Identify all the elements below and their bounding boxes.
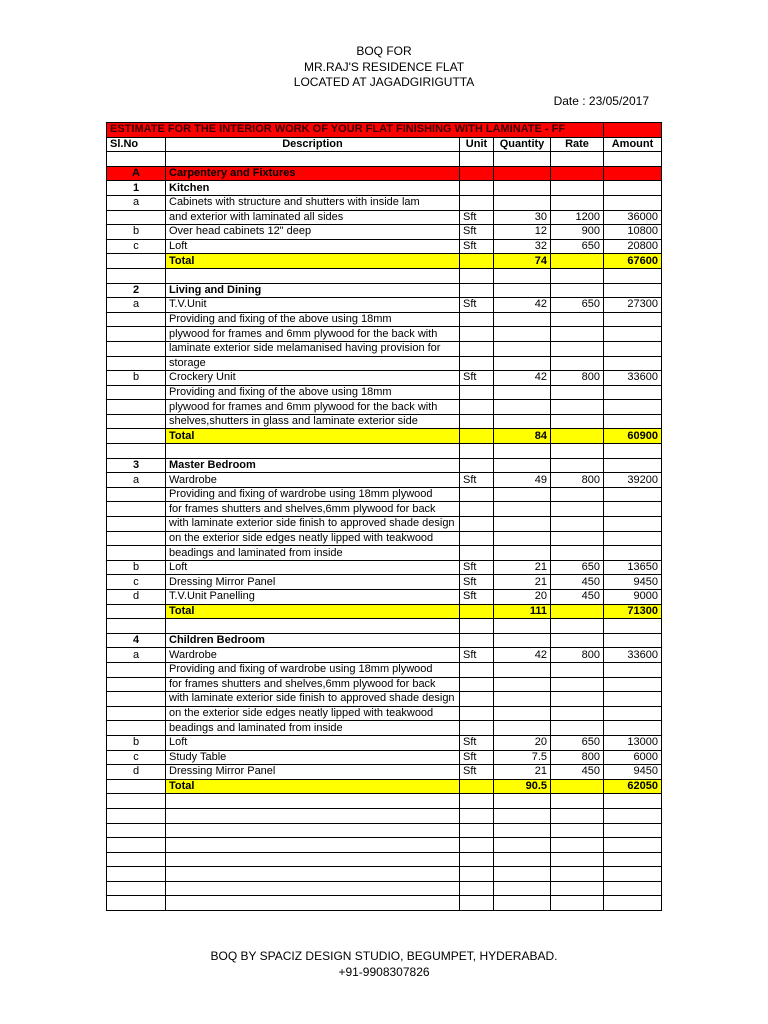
- table-row: [107, 867, 662, 882]
- table-row: c Study Table Sft 7.5 800 6000: [107, 750, 662, 765]
- table-row: a Wardrobe Sft 42 800 33600: [107, 648, 662, 663]
- table-row: [107, 619, 662, 634]
- table-row: [107, 444, 662, 459]
- header-location: LOCATED AT JAGADGIRIGUTTA: [293, 75, 475, 89]
- section-title: Carpentery and Fixtures: [166, 166, 460, 181]
- document-footer: [0, 949, 768, 980]
- group-row-living: 2 Living and Dining: [107, 283, 662, 298]
- table-row: storage: [107, 356, 662, 371]
- estimate-banner-text: ESTIMATE FOR THE INTERIOR WORK OF YOUR FLAT FINISHING WITH LAMINATE - FF: [107, 123, 604, 138]
- group-title: Master Bedroom: [166, 458, 460, 473]
- col-description: Description: [166, 137, 460, 152]
- boq-table: [106, 122, 662, 911]
- table-row: plywood for frames and 6mm plywood for the back with: [107, 327, 662, 342]
- table-row: Providing and fixing of wardrobe using 18mm plywood: [107, 487, 662, 502]
- table-row: c Loft Sft 32 650 20800: [107, 239, 662, 254]
- table-row: on the exterior side edges neatly lipped with teakwood: [107, 706, 662, 721]
- group-title: Living and Dining: [166, 283, 460, 298]
- table-row: b Crockery Unit Sft 42 800 33600: [107, 371, 662, 386]
- total-row: Total 84 60900: [107, 429, 662, 444]
- table-row: d T.V.Unit Panelling Sft 20 450 9000: [107, 590, 662, 605]
- footer-phone: +91-9908307826: [338, 964, 430, 979]
- group-title: Kitchen: [166, 181, 460, 196]
- table-row: a Cabinets with structure and shutters with inside lam: [107, 195, 662, 210]
- table-row: beadings and laminated from inside: [107, 721, 662, 736]
- table-row: c Dressing Mirror Panel Sft 21 450 9450: [107, 575, 662, 590]
- table-row: for frames shutters and shelves,6mm plywood for back: [107, 677, 662, 692]
- section-row: [107, 166, 662, 181]
- table-row: a Wardrobe Sft 49 800 39200: [107, 473, 662, 488]
- table-row: plywood for frames and 6mm plywood for the back with: [107, 400, 662, 415]
- table-row: [107, 896, 662, 911]
- table-row: with laminate exterior side finish to approved shade design: [107, 692, 662, 707]
- table-row: Providing and fixing of wardrobe using 18mm plywood: [107, 662, 662, 677]
- column-header-row: [107, 137, 662, 152]
- group-title: Children Bedroom: [166, 633, 460, 648]
- table-row: [107, 268, 662, 283]
- header-client: MR.RAJ'S RESIDENCE FLAT: [303, 59, 465, 74]
- table-row: b Loft Sft 21 650 13650: [107, 560, 662, 575]
- table-row: beadings and laminated from inside: [107, 546, 662, 561]
- col-rate: Rate: [551, 137, 604, 152]
- section-code: A: [107, 166, 166, 181]
- table-row: d Dressing Mirror Panel Sft 21 450 9450: [107, 765, 662, 780]
- header-title: BOQ FOR: [356, 44, 412, 58]
- col-amount: Amount: [604, 137, 662, 152]
- col-unit: Unit: [460, 137, 494, 152]
- table-row: [107, 794, 662, 809]
- document-date: Date : 23/05/2017: [553, 94, 649, 108]
- estimate-banner: [107, 123, 662, 138]
- table-row: laminate exterior side melamanised having provision for: [107, 341, 662, 356]
- table-row: [107, 881, 662, 896]
- group-row-master: 3 Master Bedroom: [107, 458, 662, 473]
- table-row: [107, 838, 662, 853]
- group-row-kitchen: 1 Kitchen: [107, 181, 662, 196]
- table-row: a T.V.Unit Sft 42 650 27300: [107, 298, 662, 313]
- col-slno: Sl.No: [107, 137, 166, 152]
- total-row: Total 74 67600: [107, 254, 662, 269]
- table-row: b Loft Sft 20 650 13000: [107, 735, 662, 750]
- table-row: Providing and fixing of the above using 18mm: [107, 385, 662, 400]
- table-row: for frames shutters and shelves,6mm plywood for back: [107, 502, 662, 517]
- document-header: [0, 44, 768, 91]
- table-row: and exterior with laminated all sides Sft 30 1200 36000: [107, 210, 662, 225]
- table-row: [107, 823, 662, 838]
- table-row: [107, 808, 662, 823]
- table-row: [107, 152, 662, 167]
- table-row: Providing and fixing of the above using 18mm: [107, 312, 662, 327]
- total-row: Total 111 71300: [107, 604, 662, 619]
- table-row: on the exterior side edges neatly lipped with teakwood: [107, 531, 662, 546]
- footer-company: BOQ BY SPACIZ DESIGN STUDIO, BEGUMPET, HYDERABAD.: [210, 949, 558, 963]
- table-row: with laminate exterior side finish to approved shade design: [107, 517, 662, 532]
- group-row-children: 4 Children Bedroom: [107, 633, 662, 648]
- table-row: [107, 852, 662, 867]
- table-row: b Over head cabinets 12" deep Sft 12 900 10800: [107, 225, 662, 240]
- total-row: Total 90.5 62050: [107, 779, 662, 794]
- col-quantity: Quantity: [494, 137, 551, 152]
- table-row: shelves,shutters in glass and laminate exterior side: [107, 414, 662, 429]
